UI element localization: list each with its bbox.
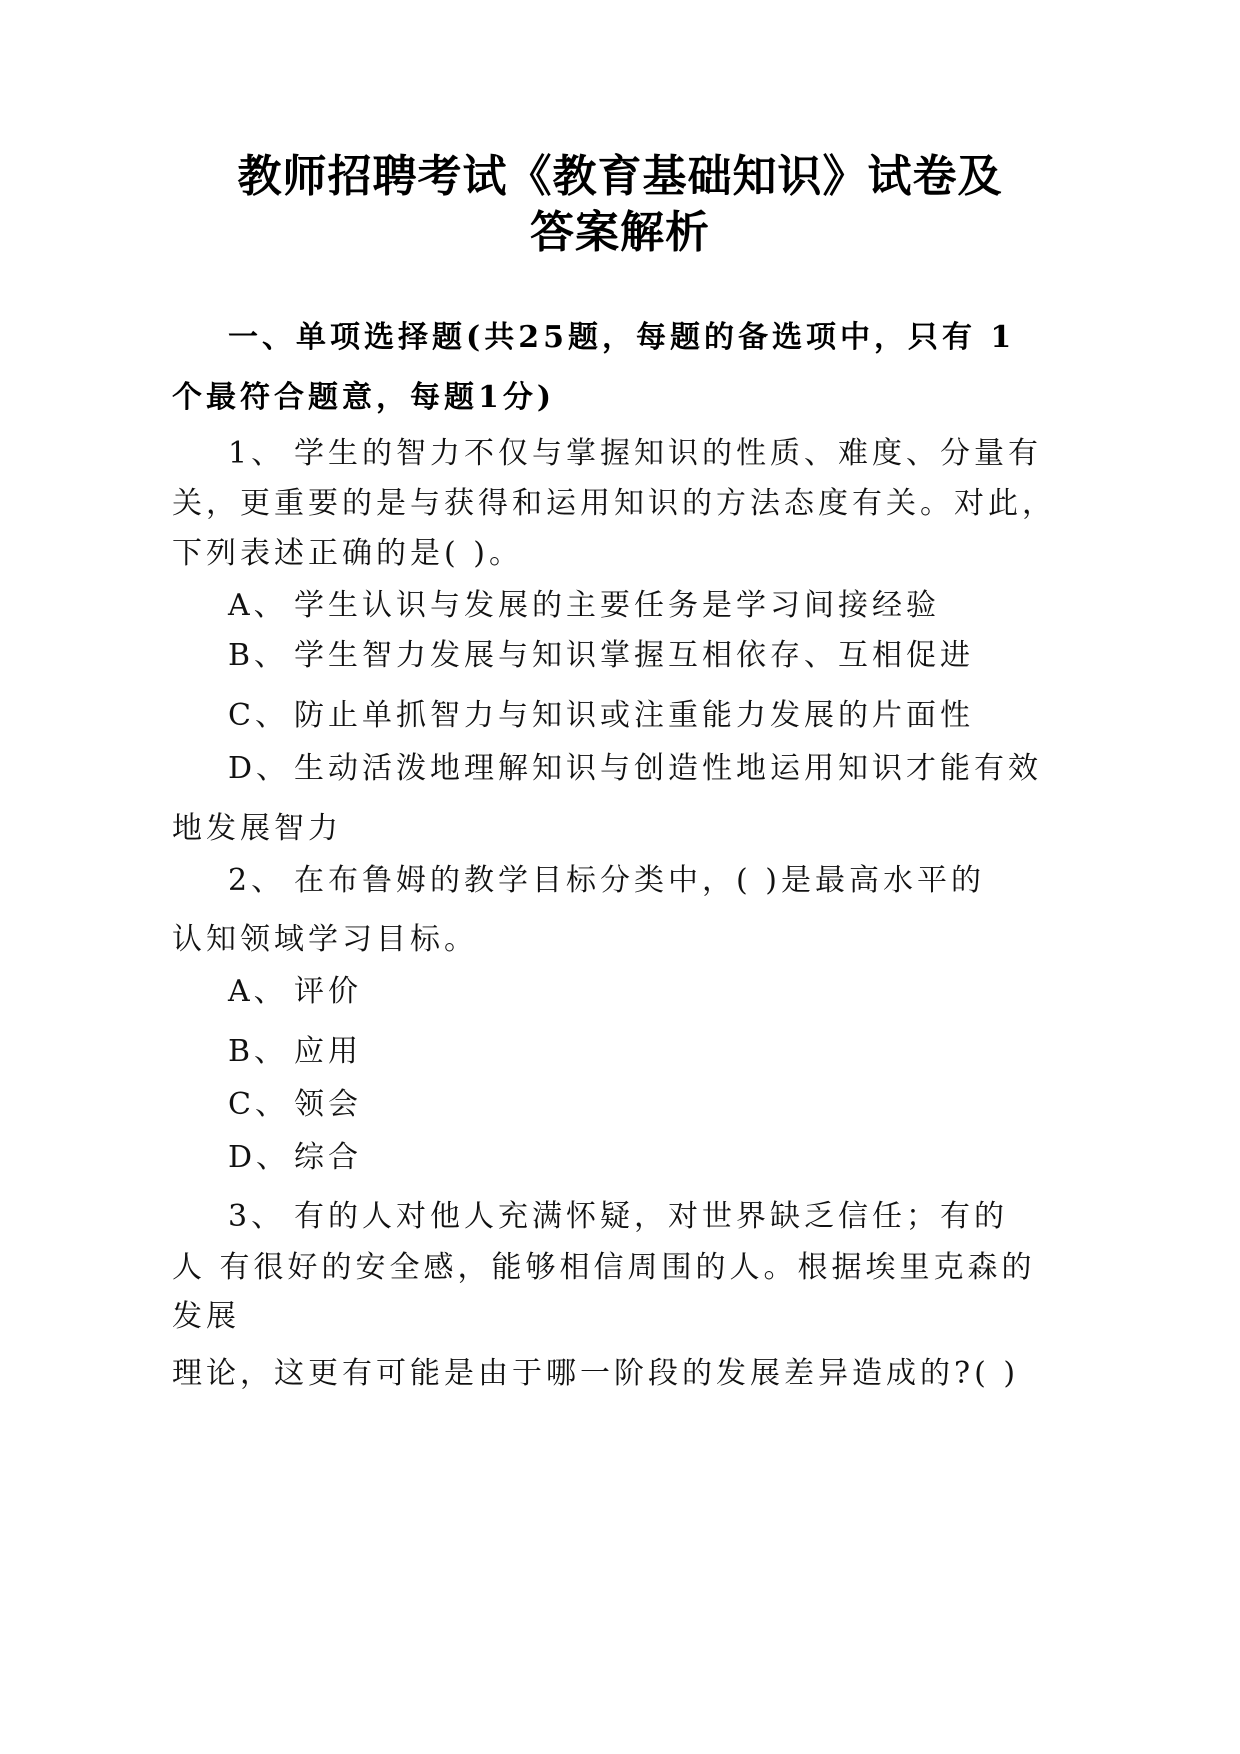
option-text: 生动活泼地理解知识与创造性地运用知识才能有效 <box>294 751 1042 786</box>
question-2-number: 2、 <box>228 863 286 898</box>
question-1-stem-line-3: 下列表述正确的是( )。 <box>172 536 523 571</box>
question-2-option-c <box>228 1079 362 1123</box>
option-label: B、 <box>228 1034 289 1069</box>
question-3-stem-line-3: 发展 <box>172 1299 240 1334</box>
section-heading-line-2: 个最符合题意，每题1分) <box>172 380 556 415</box>
option-text: 评价 <box>294 974 362 1009</box>
option-label: D、 <box>228 1140 291 1175</box>
document-title-line-2: 答案解析 <box>530 207 710 258</box>
option-text: 防止单抓智力与知识或注重能力发展的片面性 <box>294 698 974 733</box>
question-1-stem-line-2: 关，更重要的是与获得和运用知识的方法态度有关。对此， <box>172 486 1056 521</box>
question-3-number: 3、 <box>228 1199 286 1234</box>
question-2-stem-line-2: 认知领域学习目标。 <box>172 922 478 957</box>
option-label: C、 <box>228 698 289 733</box>
option-label: B、 <box>228 638 289 673</box>
question-1-stem-text: 学生的智力不仅与掌握知识的性质、难度、分量有 <box>294 436 1042 471</box>
section-heading-line-1: 一、单项选择题(共25题，每题的备选项中，只有 1 <box>228 320 1016 355</box>
document-title-line-1: 教师招聘考试《教育基础知识》试卷及 <box>237 151 1003 202</box>
option-text: 领会 <box>294 1087 362 1122</box>
question-1-option-c <box>228 690 974 734</box>
question-1-option-d <box>228 743 1042 787</box>
question-2-option-a <box>228 966 362 1010</box>
option-text: 应用 <box>294 1034 362 1069</box>
option-label: D、 <box>228 751 291 786</box>
question-2-stem-line-1 <box>228 855 985 899</box>
question-1-stem-line-1 <box>228 428 1042 472</box>
question-3-stem-text: 有的人对他人充满怀疑，对世界缺乏信任；有的 <box>294 1199 1008 1234</box>
option-label: C、 <box>228 1087 289 1122</box>
question-3-stem-line-1 <box>228 1191 1008 1235</box>
option-text: 学生智力发展与知识掌握互相依存、互相促进 <box>294 638 974 673</box>
question-3-stem-line-2: 人 有很好的安全感，能够相信周围的人。根据埃里克森的 <box>172 1250 1036 1285</box>
question-2-stem-text: 在布鲁姆的教学目标分类中，( )是最高水平的 <box>294 863 985 898</box>
question-1-option-d-continuation: 地发展智力 <box>172 811 342 846</box>
question-1-option-b <box>228 630 974 674</box>
question-2-option-b <box>228 1026 362 1070</box>
option-text: 综合 <box>294 1140 362 1175</box>
question-3-stem-line-4: 理论，这更有可能是由于哪一阶段的发展差异造成的?( ) <box>172 1356 1020 1391</box>
option-label: A、 <box>228 974 288 1009</box>
question-1-option-a <box>228 580 940 624</box>
option-text: 学生认识与发展的主要任务是学习间接经验 <box>294 588 940 623</box>
option-label: A、 <box>228 588 288 623</box>
question-1-number: 1、 <box>228 436 286 471</box>
question-2-option-d <box>228 1132 362 1176</box>
